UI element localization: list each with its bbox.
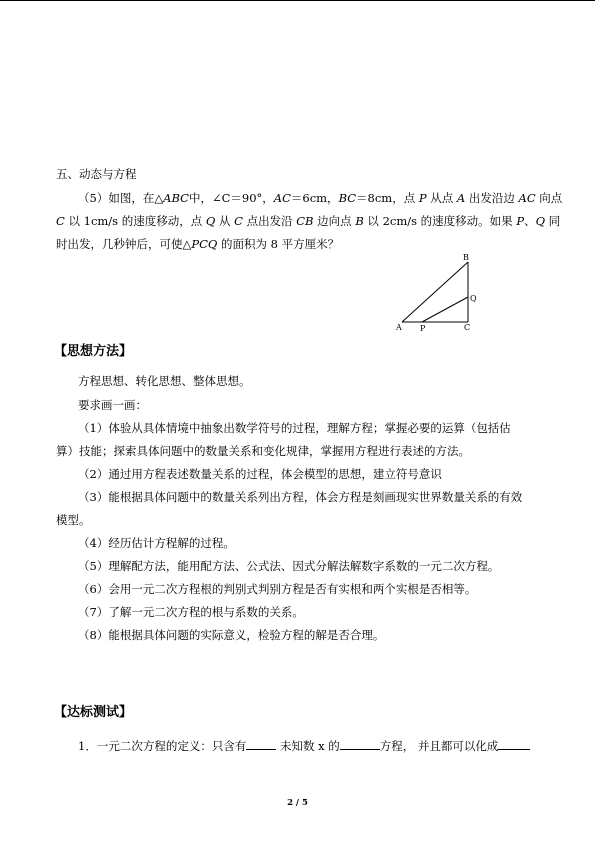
item-5: （5）理解配方法，能用配方法、公式法、因式分解法解数字系数的一元二次方程。 <box>78 559 500 573</box>
problem-line-3: 时出发，几秒钟后，可使△PCQ 的面积为 8 平方厘米？ <box>56 237 340 251</box>
thinking-methods-heading: 【思想方法】 <box>54 344 133 359</box>
methods-text: 方程思想、转化思想、整体思想。 <box>78 374 251 388</box>
requirements-text: 要求画一画： <box>78 398 147 412</box>
page-number: 2 / 5 <box>287 798 308 808</box>
page-top-border <box>0 0 595 1</box>
item-1-line-2: 算）技能；探索具体问题中的数量关系和变化规律，掌握用方程进行表述的方法。 <box>56 444 470 458</box>
item-3-line-1: （3）能根据具体问题中的数量关系列出方程，体会方程是刻画现实世界数量关系的有效 <box>78 490 523 504</box>
label-b: B <box>463 253 469 262</box>
triangle-side-ab <box>402 262 468 322</box>
question-1: 1．一元二次方程的定义：只含有 未知数 x 的 方程， 并且都可以化成 <box>78 736 530 754</box>
item-1-line-1: （1）体验从具体情境中抽象出数学符号的过程，理解方程；掌握必要的运算（包括估 <box>78 421 511 435</box>
item-2: （2）通过用方程表述数量关系的过程，体会模型的思想，建立符号意识 <box>78 467 442 481</box>
label-q: Q <box>470 294 477 303</box>
item-4: （4）经历估计方程解的过程。 <box>78 536 235 550</box>
problem-line-1: （5）如图，在△ABC中，∠C＝90°，AC＝6cm，BC＝8cm，点 P 从点 A 出发沿边 AC 向点 <box>78 191 563 205</box>
label-a: A <box>396 323 402 332</box>
blank-2[interactable] <box>340 736 380 750</box>
test-heading: 【达标测试】 <box>54 705 133 720</box>
section-title: 五、动态与方程 <box>56 167 137 181</box>
problem-line-2: C 以 1cm/s 的速度移动，点 Q 从 C 点出发沿 CB 边向点 B 以 2cm/s 的速度移动。如果 P、Q 同 <box>56 214 561 228</box>
segment-pq <box>422 297 468 322</box>
item-6: （6）会用一元二次方程根的判别式判别方程是否有实根和两个实根是否相等。 <box>78 582 477 596</box>
blank-1[interactable] <box>246 736 276 750</box>
item-3-line-2: 模型。 <box>56 513 91 527</box>
label-p: P <box>420 324 426 333</box>
blank-3[interactable] <box>498 736 530 750</box>
label-c: C <box>464 323 471 332</box>
item-8: （8）能根据具体问题的实际意义，检验方程的解是否合理。 <box>78 628 385 642</box>
item-7: （7）了解一元二次方程的根与系数的关系。 <box>78 605 304 619</box>
triangle-figure <box>392 252 488 334</box>
